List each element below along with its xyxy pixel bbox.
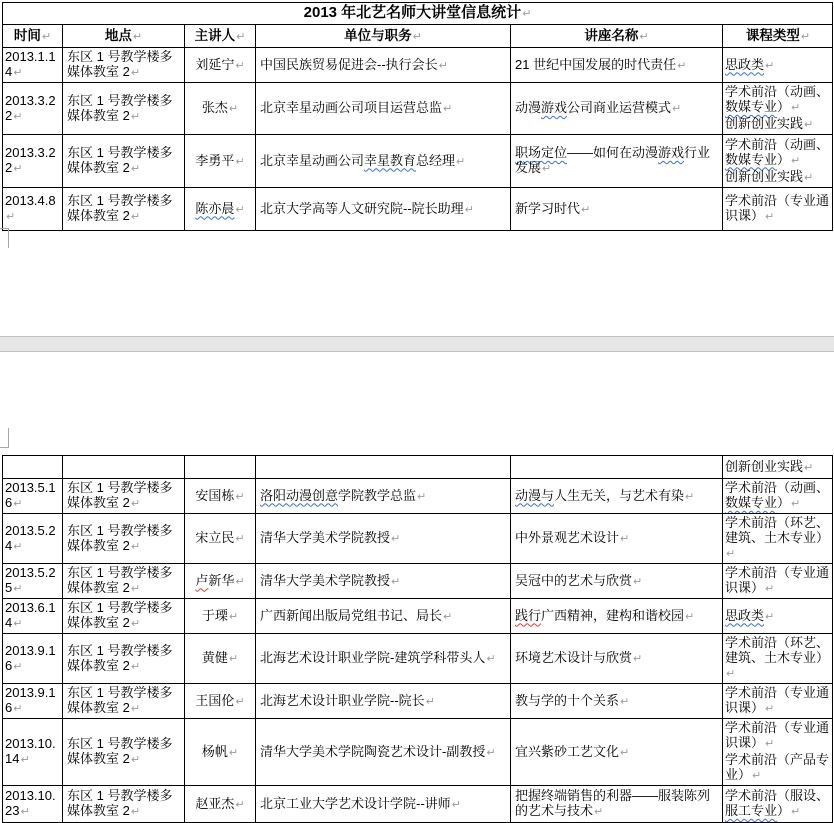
paragraph-mark-icon: ↵ [522,8,532,20]
text-segment: 游戏 [658,145,685,160]
table-row [3,48,833,83]
text-segment: 教与学的十个关系 [515,692,620,708]
table-cell[interactable] [256,599,511,634]
table-cell[interactable] [256,135,511,188]
table-cell[interactable] [3,684,63,719]
text-segment: 新华 [208,572,235,588]
paragraph-mark-icon: ↵ [800,30,811,43]
paragraph-mark-icon: ↵ [791,806,801,818]
text-segment: 2013.10.23 [5,788,56,818]
paragraph-mark-icon: ↵ [765,738,775,750]
table-cell[interactable] [63,48,185,83]
table-cell[interactable] [63,719,185,786]
text-segment: 中外景观艺术设计 [515,530,620,545]
table-row [3,135,833,188]
table-cell[interactable] [723,786,833,823]
paragraph-mark-icon: ↵ [464,203,474,216]
paragraph-mark-icon: ↵ [765,703,775,715]
table-cell[interactable] [256,719,511,786]
table-cell[interactable] [256,188,511,231]
text-segment: 时间 [13,27,41,43]
column-header-cell[interactable] [723,25,833,48]
text-boundary-mark-page2 [0,428,9,448]
text-segment: 学术前沿（动画、 [725,136,830,152]
paragraph-mark-icon: ↵ [132,30,143,43]
text-segment: 李勇平 [195,152,235,168]
text-segment: 动漫与 [515,487,555,503]
text-segment: 洛阳动漫创意 [260,487,339,503]
paragraph-mark-icon: ↵ [235,59,245,72]
text-segment: 北京幸星动画公司 [260,152,365,168]
table-row [3,479,833,514]
text-segment: 学术前沿（动画、 [725,84,830,99]
table-cell[interactable] [256,479,511,514]
table-cell[interactable] [63,188,185,231]
paragraph-mark-icon: ↵ [594,806,604,818]
text-segment: 刘延宁 [195,56,235,72]
text-segment: 2013.9.16 [5,642,56,673]
table-cell[interactable] [3,719,63,786]
text-segment: 总经理 [416,152,456,168]
table-cell[interactable] [3,83,63,135]
text-segment: 清华大学美术学院教授 [260,572,391,588]
table-cell[interactable] [511,786,723,823]
text-segment: 游戏 [541,100,568,115]
table-cell[interactable] [511,48,723,83]
text-segment: 创新创业实践 [725,116,804,131]
paragraph-mark-icon: ↵ [235,203,245,216]
paragraph-mark-icon: ↵ [685,490,695,503]
table-cell[interactable] [185,83,256,135]
page-gap-separator[interactable] [0,336,834,352]
paragraph-mark-icon: ↵ [228,103,239,115]
column-header-cell[interactable] [3,25,63,48]
text-segment: 地点 [104,27,132,43]
paragraph-mark-icon: ↵ [130,618,141,630]
paragraph-mark-icon: ↵ [235,490,245,503]
table-cell[interactable] [511,564,723,599]
text-segment: 21 世纪中国发展的时代责任 [515,56,677,72]
paragraph-mark-icon: ↵ [130,163,141,175]
text-segment: 广西精神，建构和谐校园 [541,607,685,623]
paragraph-mark-icon: ↵ [13,110,23,123]
text-segment: 张杰 [201,100,228,115]
lecture-table-page2 [2,455,833,823]
text-segment: 思政类 [725,56,765,72]
paragraph-mark-icon: ↵ [726,668,736,680]
table-cell[interactable] [3,48,63,83]
table-cell[interactable] [185,48,256,83]
paragraph-mark-icon: ↵ [130,110,141,123]
text-segment: 2013.4.8 [5,193,56,208]
text-segment: 把握终端销售的利器——服装陈列的艺术与技术 [515,788,711,818]
paragraph-mark-icon: ↵ [13,660,23,673]
text-segment: 东区 1 号教学楼多媒体教室 2 [67,565,173,595]
text-segment: 环境艺术设计与欣赏 [515,650,633,665]
paragraph-mark-icon: ↵ [438,59,448,72]
text-segment: 2013.6.14 [5,600,56,630]
table-cell[interactable] [723,456,833,479]
paragraph-mark-icon: ↵ [639,30,649,43]
table-cell[interactable] [723,135,833,188]
text-segment: 东区 1 号教学楼多媒体教室 2 [67,788,173,818]
text-segment: 于瑮 [201,607,228,623]
paragraph-mark-icon: ↵ [235,798,245,811]
table-cell[interactable] [256,786,511,823]
table-cell[interactable] [723,684,833,719]
table-cell[interactable] [185,479,256,514]
text-segment: 宜兴紫砂工艺文化 [515,743,620,759]
text-segment: 创新创业实践 [725,458,804,474]
table-cell[interactable] [185,684,256,719]
paragraph-mark-icon: ↵ [13,498,23,510]
table-cell[interactable] [511,684,723,719]
text-segment: 学术前沿（专业通识课） [725,193,830,223]
text-segment: 学术前沿（专业通识课） [725,720,830,750]
paragraph-mark-icon: ↵ [391,575,401,588]
paragraph-mark-icon: ↵ [791,498,801,510]
paragraph-mark-icon: ↵ [391,533,401,545]
text-segment: 黄健 [201,650,228,665]
table-header-row [3,25,833,48]
table-row [3,599,833,634]
text-segment: 东区 1 号教学楼多媒体教室 2 [67,193,173,223]
text-segment: 东区 1 号教学楼多媒体教室 2 [67,480,173,510]
table-row [3,786,833,823]
lecture-table-page1 [2,2,833,231]
paragraph-mark-icon: ↵ [412,30,422,43]
text-segment: 吴冠中的艺术与欣赏 [515,572,633,588]
text-segment: 中国民族贸易促进会--执行会长 [260,56,438,72]
text-segment: 北京工业大学艺术设计学院--讲师 [260,795,451,811]
paragraph-mark-icon: ↵ [804,119,814,131]
text-segment: 陈亦晨 [195,200,235,216]
table-cell[interactable] [256,83,511,135]
text-segment: 课程类型 [745,27,800,43]
column-header-cell[interactable] [185,25,256,48]
text-segment: 清华大学美术学院教授 [260,530,391,545]
paragraph-mark-icon: ↵ [765,583,775,595]
text-segment: 2013.5.25 [5,565,56,595]
text-segment: 卢 [195,572,209,588]
paragraph-mark-icon: ↵ [765,211,775,223]
table-cell[interactable] [723,634,833,684]
text-segment: 东区 1 号教学楼多媒体教室 2 [67,685,173,715]
text-segment: 学术前沿（服设、 [725,788,830,803]
text-segment: 清华大学美术学院陶瓷艺术设计-副教授 [260,743,486,759]
paragraph-mark-icon: ↵ [620,746,630,759]
text-segment: 思政类 [725,607,765,623]
text-segment: 人生无关，与艺术有染 [554,487,685,503]
paragraph-mark-icon: ↵ [620,533,630,545]
table-cell[interactable] [511,188,723,231]
text-segment: 杨帆 [201,743,228,759]
table-cell[interactable] [256,514,511,564]
text-segment: ） [777,99,791,114]
table-cell[interactable] [256,634,511,684]
text-segment: 北海艺术设计职业学院-建筑学科带头人 [260,650,486,665]
paragraph-mark-icon: ↵ [13,163,23,175]
text-segment: 学术前沿（环艺、建筑、土木专业） [725,635,830,665]
paragraph-mark-icon: ↵ [620,695,630,708]
table-cell[interactable] [185,786,256,823]
paragraph-mark-icon: ↵ [804,171,814,184]
text-segment: ） [777,495,791,510]
paragraph-mark-icon: ↵ [235,575,245,588]
table-title-cell[interactable] [3,3,833,25]
text-segment: 创新创业实践 [725,168,804,184]
paragraph-mark-icon: ↵ [425,695,435,708]
text-segment: 讲座名称 [584,27,639,43]
paragraph-mark-icon: ↵ [542,163,552,175]
text-segment: 单位与职务 [344,27,412,43]
text-segment: 行业发展 [515,145,711,175]
text-segment: 数媒专业 [725,495,778,510]
table-cell[interactable] [723,48,833,83]
table-row [3,83,833,135]
table-cell[interactable] [185,634,256,684]
table-cell[interactable] [3,564,63,599]
text-segment: 王国伦 [195,692,235,708]
table-cell[interactable] [185,456,256,479]
paragraph-mark-icon: ↵ [804,461,814,474]
paragraph-mark-icon: ↵ [765,610,775,623]
table-cell[interactable] [63,83,185,135]
text-segment: 2013.3.22 [5,92,56,123]
column-header-cell[interactable] [256,25,511,48]
table-cell[interactable] [63,479,185,514]
paragraph-mark-icon: ↵ [41,30,52,43]
table-cell[interactable] [185,719,256,786]
table-cell[interactable] [723,719,833,786]
table-cell[interactable] [511,634,723,684]
paragraph-mark-icon: ↵ [486,653,496,665]
table-cell[interactable] [63,634,185,684]
paragraph-mark-icon: ↵ [235,533,245,545]
table-row [3,456,833,479]
table-cell[interactable] [511,135,723,188]
text-segment: 数媒专业 [725,99,778,114]
text-segment: 学院教学总监 [338,487,417,503]
table-cell[interactable] [511,83,723,135]
text-segment: 2013.1.14 [5,49,56,79]
table-cell[interactable] [3,599,63,634]
paragraph-mark-icon: ↵ [633,653,643,665]
text-segment: 学术前沿（产品专业） [725,752,830,782]
text-segment: ） [777,151,791,167]
paragraph-mark-icon: ↵ [752,770,762,782]
text-segment: 北海艺术设计职业学院--院长 [260,692,425,708]
paragraph-mark-icon: ↵ [791,154,801,167]
paragraph-mark-icon: ↵ [130,754,141,766]
table-title-row [3,3,833,25]
table-cell[interactable] [256,684,511,719]
text-segment: 2013.10.14 [5,736,56,766]
text-segment: 公司商业运营模式 [567,100,672,115]
table-row [3,719,833,786]
paragraph-mark-icon: ↵ [13,583,23,595]
paragraph-mark-icon: ↵ [130,540,141,553]
text-segment: 学术前沿（动画、 [725,480,830,495]
table-cell[interactable] [3,786,63,823]
text-segment: 北京大学高等人文研究院--院长助理 [260,200,464,216]
paragraph-mark-icon: ↵ [765,59,775,72]
paragraph-mark-icon: ↵ [20,754,30,766]
text-segment: 安国栋 [195,487,235,503]
table-cell[interactable] [185,514,256,564]
table-cell[interactable] [511,479,723,514]
text-segment: 主讲人 [194,27,236,43]
paragraph-mark-icon: ↵ [486,746,496,759]
text-segment: 东区 1 号教学楼多媒体教室 2 [67,49,173,79]
paragraph-mark-icon: ↵ [685,610,695,623]
table-cell[interactable] [723,188,833,231]
table-cell[interactable] [185,564,256,599]
paragraph-mark-icon: ↵ [130,211,141,223]
text-segment: 2013.9.16 [5,685,56,715]
paragraph-mark-icon: ↵ [130,583,141,595]
paragraph-mark-icon: ↵ [130,498,141,510]
paragraph-mark-icon: ↵ [456,155,466,168]
table-cell[interactable] [63,786,185,823]
text-segment: 新学习时代 [515,200,581,216]
table-cell[interactable] [723,514,833,564]
table-cell[interactable] [723,83,833,135]
text-segment: 东区 1 号教学楼多媒体教室 2 [67,522,173,553]
paragraph-mark-icon: ↵ [443,610,453,623]
table-cell[interactable] [63,564,185,599]
paragraph-mark-icon: ↵ [130,660,141,673]
text-segment: 数媒专业 [725,151,778,167]
table-cell[interactable] [63,135,185,188]
paragraph-mark-icon: ↵ [130,806,141,818]
paragraph-mark-icon: ↵ [13,67,23,79]
table-cell[interactable] [185,599,256,634]
table-cell[interactable] [3,514,63,564]
paragraph-mark-icon: ↵ [235,695,245,708]
text-segment: ——如何在动漫 [567,145,659,160]
table-cell[interactable] [723,479,833,514]
paragraph-mark-icon: ↵ [633,575,643,588]
table-cell[interactable] [256,456,511,479]
table-cell[interactable] [723,599,833,634]
table-cell[interactable] [3,188,63,231]
paragraph-mark-icon: ↵ [726,548,736,560]
table-cell[interactable] [185,135,256,188]
text-segment: 东区 1 号教学楼多媒体教室 2 [67,145,173,175]
text-segment: 学术前沿（环艺、建筑、土木专业） [725,515,830,545]
paragraph-mark-icon: ↵ [677,59,687,72]
text-segment: 2013.5.16 [5,480,56,510]
text-segment: 北京幸星动画公司项目运营总监 [260,100,443,115]
paragraph-mark-icon: ↵ [13,618,23,630]
table-cell[interactable] [63,456,185,479]
paragraph-mark-icon: ↵ [228,653,239,665]
table-cell[interactable] [3,135,63,188]
table-row [3,514,833,564]
paragraph-mark-icon: ↵ [130,67,141,79]
table-cell[interactable] [511,456,723,479]
text-segment: 践行 [515,607,542,623]
text-boundary-mark-page1 [0,228,9,248]
table-cell[interactable] [185,188,256,231]
paragraph-mark-icon: ↵ [443,103,453,115]
paragraph-mark-icon: ↵ [20,806,30,818]
paragraph-mark-icon: ↵ [228,610,239,623]
text-segment: 2013.5.24 [5,522,56,553]
text-segment: 职场定位 [515,145,568,160]
table-row [3,564,833,599]
text-segment: 2013.3.22 [5,145,56,175]
text-segment: 2013 年北艺名师大讲堂信息统计 [303,4,522,21]
paragraph-mark-icon: ↵ [672,103,682,115]
paragraph-mark-icon: ↵ [451,798,461,811]
table-cell[interactable] [63,599,185,634]
table-row [3,188,833,231]
table-cell[interactable] [3,456,63,479]
column-header-cell[interactable] [63,25,185,48]
table-cell[interactable] [63,514,185,564]
paragraph-mark-icon: ↵ [228,746,239,759]
text-segment: 宋立民 [195,530,235,545]
table-cell[interactable] [256,564,511,599]
table-cell[interactable] [3,479,63,514]
text-segment: 学术前沿（专业通识课） [725,565,830,595]
text-segment: ） [777,803,791,818]
text-segment: 赵亚杰 [195,795,235,811]
column-header-cell[interactable] [511,25,723,48]
table-row [3,634,833,684]
text-segment: 服工专业 [725,803,778,818]
table-cell[interactable] [63,684,185,719]
table-cell[interactable] [723,564,833,599]
text-segment: 东区 1 号教学楼多媒体教室 2 [67,92,173,123]
text-segment: 东区 1 号教学楼多媒体教室 2 [67,600,173,630]
paragraph-mark-icon: ↵ [13,540,23,553]
text-segment: 广西新闻出版局党组书记、局长 [260,607,443,623]
paragraph-mark-icon: ↵ [235,155,245,168]
table-cell[interactable] [3,634,63,684]
text-segment: 幸星教育 [364,152,417,168]
text-segment: 东区 1 号教学楼多媒体教室 2 [67,736,173,766]
paragraph-mark-icon: ↵ [417,490,427,503]
paragraph-mark-icon: ↵ [581,203,591,216]
table-row [3,684,833,719]
text-segment: 东区 1 号教学楼多媒体教室 2 [67,642,173,673]
table-cell[interactable] [511,514,723,564]
text-segment: 动漫 [515,100,542,115]
table-cell[interactable] [511,599,723,634]
paragraph-mark-icon: ↵ [236,30,246,43]
paragraph-mark-icon: ↵ [130,703,141,715]
table-cell[interactable] [256,48,511,83]
text-segment: 学术前沿（专业通识课） [725,685,830,715]
paragraph-mark-icon: ↵ [13,703,23,715]
table-cell[interactable] [511,719,723,786]
paragraph-mark-icon: ↵ [791,102,801,114]
paragraph-mark-icon: ↵ [6,211,16,223]
